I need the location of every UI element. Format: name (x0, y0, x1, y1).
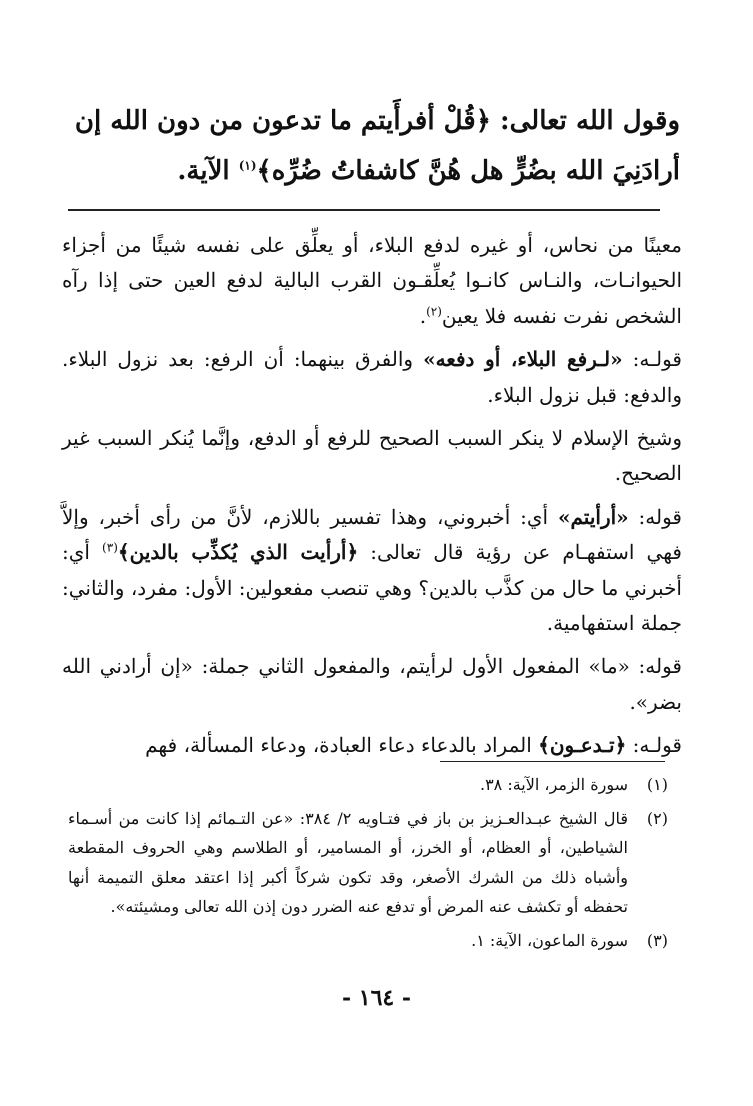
paragraph-6-highlight: ﴿تـدعـون﴾ (538, 733, 627, 758)
paragraph-4-highlight-2: ﴿أرأيت الذي يُكذِّب بالدين﴾ (117, 540, 359, 565)
footnote-ref-2[interactable]: (٢) (426, 304, 442, 319)
paragraph-4 (62, 500, 682, 642)
paragraph-2 (62, 342, 682, 413)
body-text (62, 228, 682, 772)
footnote-text: سورة الزمر، الآية: ٣٨. (479, 775, 628, 794)
footnote-ref-1[interactable]: (١) (238, 158, 257, 173)
paragraph-1 (62, 228, 682, 334)
paragraph-2-rest: والفرق بينهما: أن الرفع: بعد نزول البلاء. والدفع: قبل نزول البلاء. (62, 347, 682, 407)
page-number: - ١٦٤ - (341, 985, 412, 1011)
heading-suffix: الآية. (177, 156, 239, 186)
footnotes (68, 770, 668, 960)
footnote-number: (٣) (646, 930, 668, 950)
paragraph-6-lead: قولـه: (626, 733, 682, 758)
paragraph-4-rest: أي: أخبرني ما حال من كذَّب بالدين؟ وهي تنصب مفعولين: الأول: مفرد، والثاني: جملة استفهامية. (62, 540, 682, 636)
paragraph-6-rest: المراد بالدعاء دعاء العبادة، ودعاء المسألة، فهم (145, 733, 539, 758)
footnote-item (68, 770, 668, 800)
footnote-divider (440, 761, 665, 762)
paragraph-2-lead: قولـه: (622, 347, 682, 372)
paragraph-5 (62, 649, 682, 720)
heading-divider (68, 209, 660, 211)
paragraph-3-text: وشيخ الإسلام لا ينكر السبب الصحيح للرفع أو الدفع، وإنَّما يُنكر السبب غير الصحيح. (62, 426, 682, 486)
paragraph-4-lead: قوله: (628, 504, 682, 529)
heading-intro: وقول الله تعالى: (490, 106, 680, 136)
footnote-ref-3[interactable]: (٣) (102, 540, 118, 555)
paragraph-4-highlight-1: «أرأيتم» (557, 504, 629, 529)
footnote-text: سورة الماعون، الآية: ١. (471, 930, 628, 950)
paragraph-3 (62, 421, 682, 492)
paragraph-2-highlight: «لـرفع البلاء، أو دفعه» (423, 347, 623, 372)
footnote-number: (٢) (646, 808, 668, 828)
paragraph-4-mid: أي: أخبروني، وهذا تفسير باللازم، لأنَّ من رأى أخبر، وإلاَّ فهي استفهـام عن رؤية قال تعالى: (62, 504, 682, 565)
footnote-item (68, 804, 668, 922)
paragraph-6 (62, 728, 682, 763)
footnote-item (68, 926, 668, 956)
footnote-text: قال الشيخ عبـدالعـزيز بن باز في فتـاويه ٢/ ٣٨٤: «عن التـمائم إذا كانت من أسـماء الشياطين، أو العظام، أو الخرز، أو المسامير، أو الطلاسم وهي الحروف المقطعة وأشباه ذلك من الشرك الأصغر، وقد تكون شركاً أكبر إذا اعتقد معلق التميمة أنها تحفظه أو تكشف عنه المرض أو تدفع عنه الضرر دون إذن الله تعالى ومشيئته». (68, 808, 629, 917)
footnote-number: (١) (646, 775, 668, 794)
paragraph-5-text: قوله: «ما» المفعول الأول لرأيتم، والمفعول الثاني جملة: «إن أرادني الله بضر». (62, 654, 682, 714)
quran-heading (70, 96, 680, 196)
paragraph-1-end: . (419, 303, 427, 328)
heading-verse: ﴿قُلْ أفرأَيتم ما تدعون من دون الله إن أرادَنِيَ الله بضُرٍّ هل هُنَّ كاشفاتُ ضُرِّه﴾ (74, 106, 680, 186)
paragraph-1-text: معينًا من نحاس، أو غيره لدفع البلاء، أو يعلِّق على نفسه شيئًا من أجزاء الحيوانـات، والنـاس كانـوا يُعلِّقـون القرب البالية لدفع العين حتى إذا رآه الشخص نفرت نفسه فلا يعين (62, 233, 682, 328)
